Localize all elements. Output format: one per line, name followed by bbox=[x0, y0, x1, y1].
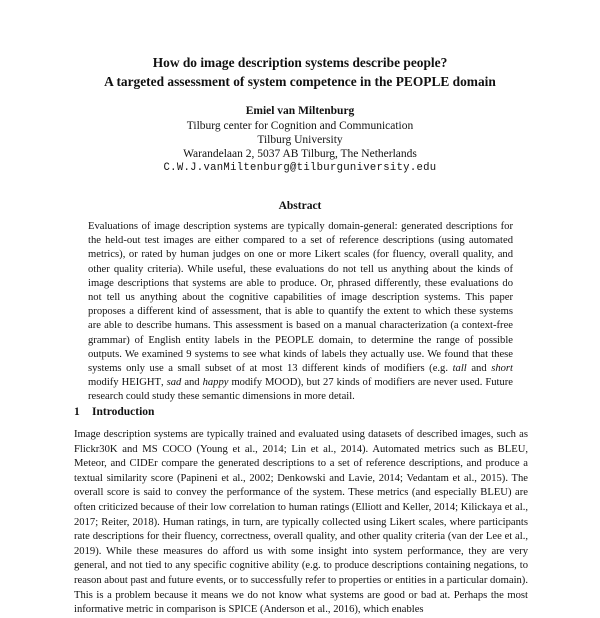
abstract-emphasis: sad bbox=[166, 377, 182, 389]
introduction-body bbox=[74, 428, 528, 618]
abstract-text: ), but 27 kinds of modifiers are never used. Future research could study these semantic dimensions in more detail. bbox=[88, 377, 513, 403]
abstract-text: Evaluations of image description systems are typically domain-general: generated descriptions for the held-out test images are either compared to a set of reference descriptions (using automated metrics), or rated by human judges on one or more Likert scales (for fluency, overall quality, and other quality criteria). While useful, these evaluations do not tell us anything about the kinds of image descriptions that systems are able to produce. Or, phrased differently, these evaluations do not tell us anything about the cognitive capabilities of image description systems. This paper proposes a different kind of assessment, that is able to quantify the extent to which these systems are able to describe humans. This assessment is based on a manual characterization (a context-free grammar) of English entity labels in the bbox=[88, 221, 513, 346]
title-smallcaps: PEOPLE bbox=[395, 74, 450, 89]
abstract-smallcaps: MOOD bbox=[265, 377, 298, 389]
abstract-text: and bbox=[181, 377, 203, 389]
abstract-emphasis: short bbox=[491, 363, 513, 375]
author-affiliation: Tilburg center for Cognition and Communication bbox=[186, 120, 414, 132]
author-name: Emiel van Miltenburg bbox=[245, 105, 355, 117]
author-university: Tilburg University bbox=[257, 134, 343, 146]
paper-title-line-2 bbox=[0, 73, 600, 90]
author-email[interactable]: C.W.J.vanMiltenburg@tilburguniversity.edu bbox=[163, 162, 437, 174]
abstract-smallcaps: HEIGHT bbox=[121, 377, 161, 389]
abstract-heading: Abstract bbox=[278, 200, 322, 212]
section-heading-introduction bbox=[74, 406, 154, 418]
abstract-smallcaps: PEOPLE bbox=[275, 334, 314, 346]
abstract-text: , bbox=[161, 377, 167, 389]
abstract-text: modify bbox=[88, 377, 122, 389]
abstract-body bbox=[88, 220, 513, 405]
introduction-paragraph: Image description systems are typically trained and evaluated using datasets of described images, such as Flickr30K and MS COCO (Young et al., 2014; Lin et al., 2014). Automated metrics such as BLEU, Meteor, and CIDEr compare the generated descriptions to a set of reference descriptions, and produce a textual similarity score (Papineni et al., 2002; Denkowski and Lavie, 2014; Vedantam et al., 2015). The overall score is said to convey the performance of the system. These metrics (and especially BLEU) are often criticized because of their low correlation to human ratings (Elliott and Keller, 2014; Kilickaya et al., 2017; Reiter, 2018). Human ratings, in turn, are typically collected using Likert scales, where participants rate descriptions for their fluency, correctness, overall quality, and other quality criteria (van der Lee et al., 2019). While these measures do afford us with some insight into system performance, they are very general, and not tied to any specific cognitive ability (e.g. to produce descriptions containing negations, to reason about past and future events, or to successfully refer to properties or entities in a particular domain). This is a problem because it means we do not know what systems are good or bad at. Perhaps the most informative metric in comparison is SPICE (Anderson et al., 2016), which enables bbox=[74, 429, 528, 616]
section-number: 1 bbox=[74, 406, 80, 418]
section-title: Introduction bbox=[92, 406, 155, 418]
abstract-text: modify bbox=[228, 377, 266, 389]
title-text-end: domain bbox=[449, 74, 496, 89]
abstract-emphasis: tall bbox=[452, 363, 467, 375]
paper-title-line-1: How do image description systems describe people? bbox=[152, 55, 448, 70]
abstract-text: domain, to determine the range of possible outputs. We examined 9 systems to see what kinds of labels they actually use. We found that these systems only use a small subset of at most 13 different kinds of modifiers (e.g. bbox=[88, 334, 513, 375]
title-text: A targeted assessment of system competence in the bbox=[104, 74, 396, 89]
abstract-text: and bbox=[466, 363, 492, 375]
abstract-emphasis: happy bbox=[202, 377, 229, 389]
author-address: Warandelaan 2, 5037 AB Tilburg, The Netherlands bbox=[183, 148, 417, 160]
